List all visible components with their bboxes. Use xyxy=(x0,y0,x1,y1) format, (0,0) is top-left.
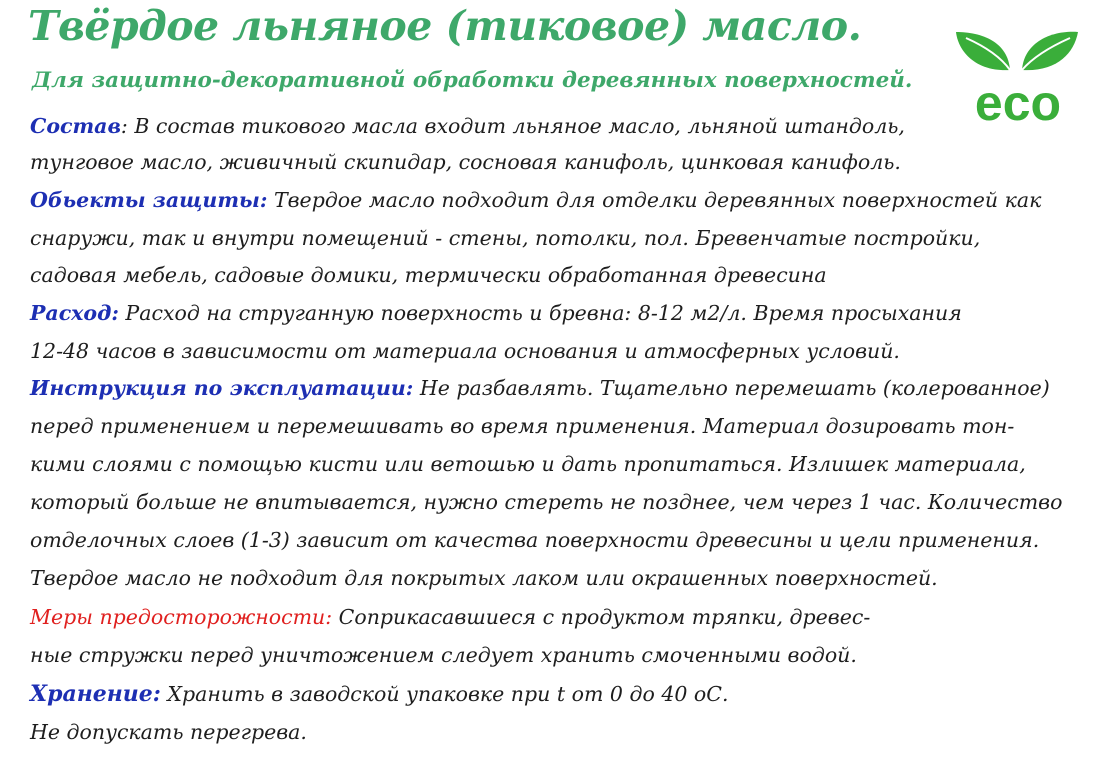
composition-line-2: тунговое масло, живичный скипидар, сосновая канифоль, цинковая канифоль. xyxy=(30,150,901,174)
document-subtitle: Для защитно-декоративной обработки деревянных поверхностей. xyxy=(32,68,913,93)
objects-line-1: Обьекты защиты: Твердое масло подходит для отделки деревянных поверхностей как xyxy=(30,188,1042,212)
consumption-line-2: 12-48 часов в зависимости от материала основания и атмосферных условий. xyxy=(30,339,900,363)
composition-label: Состав xyxy=(30,114,121,138)
consumption-line-1: Расход: Расход на струганную поверхность и бревна: 8-12 м2/л. Время просыхания xyxy=(30,301,962,325)
instructions-line-1: Инструкция по эксплуатации: Не разбавлять. Тщательно перемешать (колерованное) xyxy=(30,376,1050,400)
instructions-line-4: который больше не впитывается, нужно стереть не позднее, чем через 1 час. Количество xyxy=(30,490,1063,514)
eco-logo-text: eco xyxy=(974,75,1062,126)
objects-label: Обьекты защиты: xyxy=(30,188,268,212)
instructions-label: Инструкция по эксплуатации: xyxy=(30,376,414,400)
document-title: Твёрдое льняное (тиковое) масло. xyxy=(28,2,862,50)
storage-line-1: Хранение: Хранить в заводской упаковке при t от 0 до 40 оС. xyxy=(30,681,729,707)
objects-line-2: снаружи, так и внутри помещений - стены, потолки, пол. Бревенчатые постройки, xyxy=(30,226,981,250)
storage-label: Хранение: xyxy=(30,681,161,707)
instructions-line-2: перед применением и перемешивать во время применения. Материал дозировать тон- xyxy=(30,414,1015,438)
precautions-line-1: Меры предосторожности: Соприкасавшиеся с продуктом тряпки, древес- xyxy=(30,605,871,629)
composition-line-1: Состав: В состав тикового масла входит льняное масло, льняной штандоль, xyxy=(30,114,905,138)
precautions-line-2: ные стружки перед уничтожением следует хранить смоченными водой. xyxy=(30,643,857,667)
instructions-line-6: Твердое масло не подходит для покрытых лаком или окрашенных поверхностей. xyxy=(30,566,938,590)
storage-line-2: Не допускать перегрева. xyxy=(30,720,307,744)
precautions-label: Меры предосторожности: xyxy=(30,605,333,629)
eco-leaves-icon xyxy=(952,26,1084,126)
consumption-label: Расход: xyxy=(30,301,119,325)
instructions-line-3: кими слоями с помощью кисти или ветошью и дать пропитаться. Излишек материала, xyxy=(30,452,1026,476)
objects-line-3: садовая мебель, садовые домики, термически обработанная древесина xyxy=(30,263,827,287)
instructions-line-5: отделочных слоев (1-3) зависит от качества поверхности древесины и цели применения. xyxy=(30,528,1040,552)
